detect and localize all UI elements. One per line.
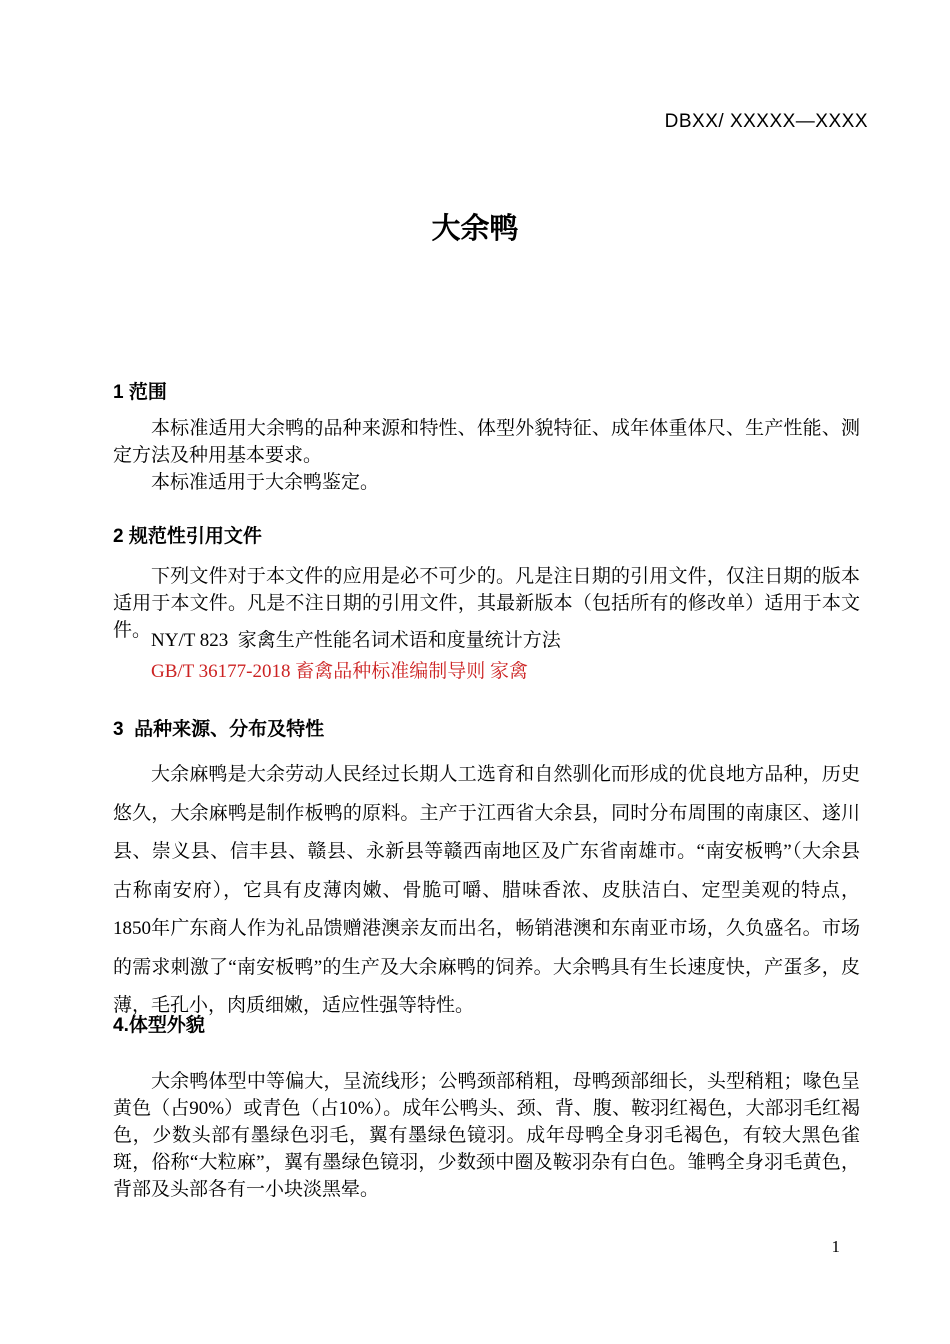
section-heading-scope: 1 范围 — [113, 382, 167, 403]
scope-paragraph-2: 本标准适用于大余鸭鉴定。 — [151, 472, 380, 493]
section-heading-body-appearance: 4.体型外貌 — [113, 1015, 205, 1036]
breed-origin-paragraph: 大余麻鸭是大余劳动人民经过长期人工选育和自然驯化而形成的优良地方品种，历史悠久，大余麻鸭是制作板鸭的原料。主产于江西省大余县，同时分布周围的南康区、遂川县、崇义县、信丰县、赣县、永新县等赣西南地区及广东省南雄市。“南安板鸭”（大余县古称南安府），它具有皮薄肉嫩、骨脆可嚼、腊味香浓、皮肤洁白、定型美观的特点，1850年广东商人作为礼品馈赠港澳亲友而出名，畅销港澳和东南亚市场，久负盛名。市场的需求刺激了“南安板鸭”的生产及大余麻鸭的饲养。大余鸭具有生长速度快，产蛋多，皮薄，毛孔小，肉质细嫩，适应性强等特性。 — [113, 764, 860, 1016]
section-heading-breed-origin: 3 品种来源、分布及特性 — [113, 719, 325, 740]
document-title: 大余鸭 — [431, 213, 519, 245]
section-body-appearance-body — [113, 1068, 860, 1203]
page-number: 1 — [831, 1237, 840, 1256]
reference-item-gbt36177: GB/T 36177-2018 畜禽品种标准编制导则 家禽 — [151, 661, 529, 682]
scope-paragraph-1: 本标准适用大余鸭的品种来源和特性、体型外貌特征、成年体重体尺、生产性能、测定方法及种用基本要求。 — [113, 418, 860, 466]
reference-item-nyt823: NY/T 823 家禽生产性能名词术语和度量统计方法 — [151, 630, 561, 651]
normative-references-paragraph: 下列文件对于本文件的应用是必不可少的。凡是注日期的引用文件，仅注日期的版本适用于本文件。凡是不注日期的引用文件，其最新版本（包括所有的修改单）适用于本文件。 — [113, 566, 860, 641]
section-scope-body — [113, 415, 860, 496]
section-heading-normative-references: 2 规范性引用文件 — [113, 526, 262, 547]
body-appearance-paragraph: 大余鸭体型中等偏大，呈流线形；公鸭颈部稍粗，母鸭颈部细长，头型稍粗；喙色呈黄色（占90%）或青色（占10%）。成年公鸭头、颈、背、腹、鞍羽红褐色，大部羽毛红褐色，少数头部有墨绿色羽毛，翼有墨绿色镜羽。成年母鸭全身羽毛褐色，有较大黑色雀斑，俗称“大粒麻”，翼有墨绿色镜羽，少数颈中圈及鞍羽杂有白色。雏鸭全身羽毛黄色，背部及头部各有一小块淡黑晕。 — [113, 1071, 860, 1200]
document-standard-code: DBXX/ XXXXX—XXXX — [664, 111, 868, 132]
section-breed-origin-body — [113, 756, 860, 1026]
